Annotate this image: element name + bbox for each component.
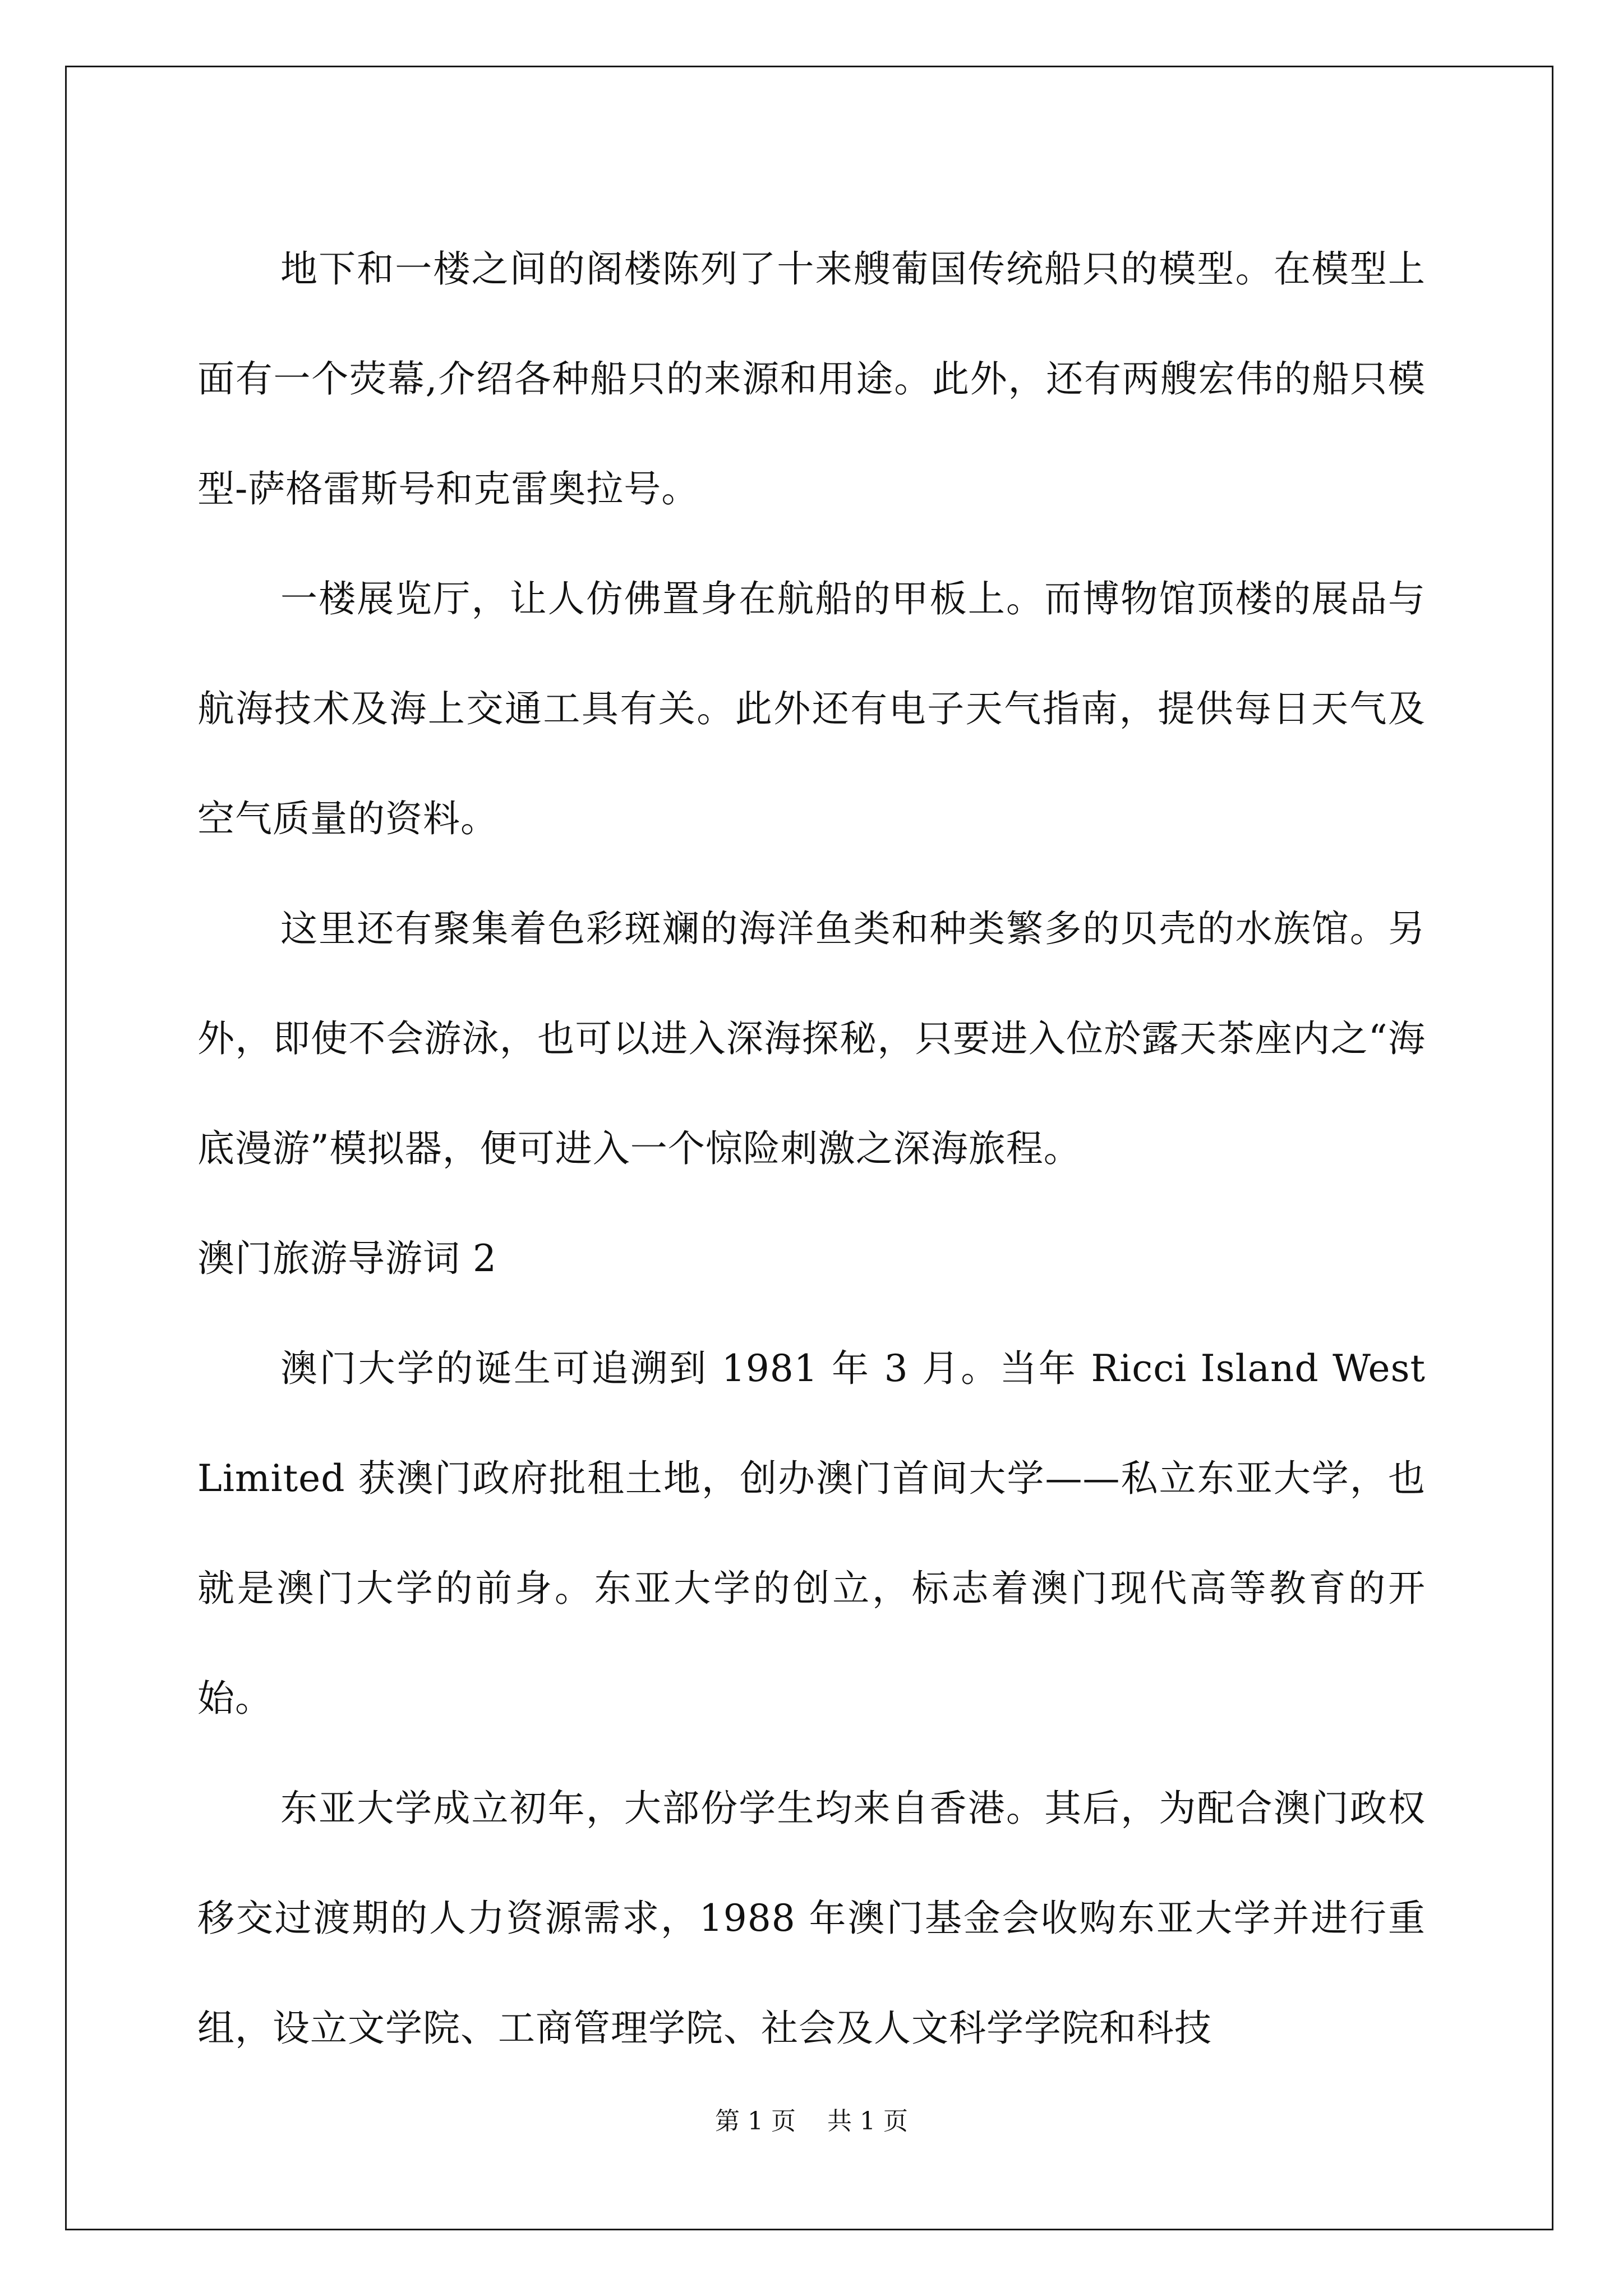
- paragraph: 这里还有聚集着色彩斑斓的海洋鱼类和种类繁多的贝壳的水族馆。另外，即使不会游泳，也可以进入深海探秘，只要进入位於露天茶座内之“海底漫游”模拟器，便可进入一个惊险刺激之深海旅程。: [197, 907, 1426, 1170]
- paragraph: 一楼展览厅，让人仿佛置身在航船的甲板上。而博物馆顶楼的展品与航海技术及海上交通工具有关。此外还有电子天气指南，提供每日天气及空气质量的资料。: [197, 577, 1426, 840]
- paragraph: 澳门大学的诞生可追溯到 1981 年 3 月。当年 Ricci Island West Limited 获澳门政府批租土地，创办澳门首间大学——私立东亚大学，也就是澳门大学的前身。东亚大学的创立，标志着澳门现代高等教育的开始。: [197, 1347, 1426, 1720]
- paragraph: 东亚大学成立初年，大部份学生均来自香港。其后，为配合澳门政权移交过渡期的人力资源需求，1988 年澳门基金会收购东亚大学并进行重组，设立文学院、工商管理学院、社会及人文科学学院和科技: [197, 1787, 1426, 2050]
- page-number: 第 1 页: [715, 2107, 796, 2136]
- page-footer: [0, 2101, 1623, 2137]
- page-total: 共 1 页: [827, 2107, 908, 2136]
- section-heading: 澳门旅游导游词 2: [197, 1237, 497, 1280]
- paragraph: 地下和一楼之间的阁楼陈列了十来艘葡国传统船只的模型。在模型上面有一个荧幕,介绍各种船只的来源和用途。此外，还有两艘宏伟的船只模型-萨格雷斯号和克雷奥拉号。: [197, 247, 1426, 510]
- document-body: [197, 214, 1426, 2083]
